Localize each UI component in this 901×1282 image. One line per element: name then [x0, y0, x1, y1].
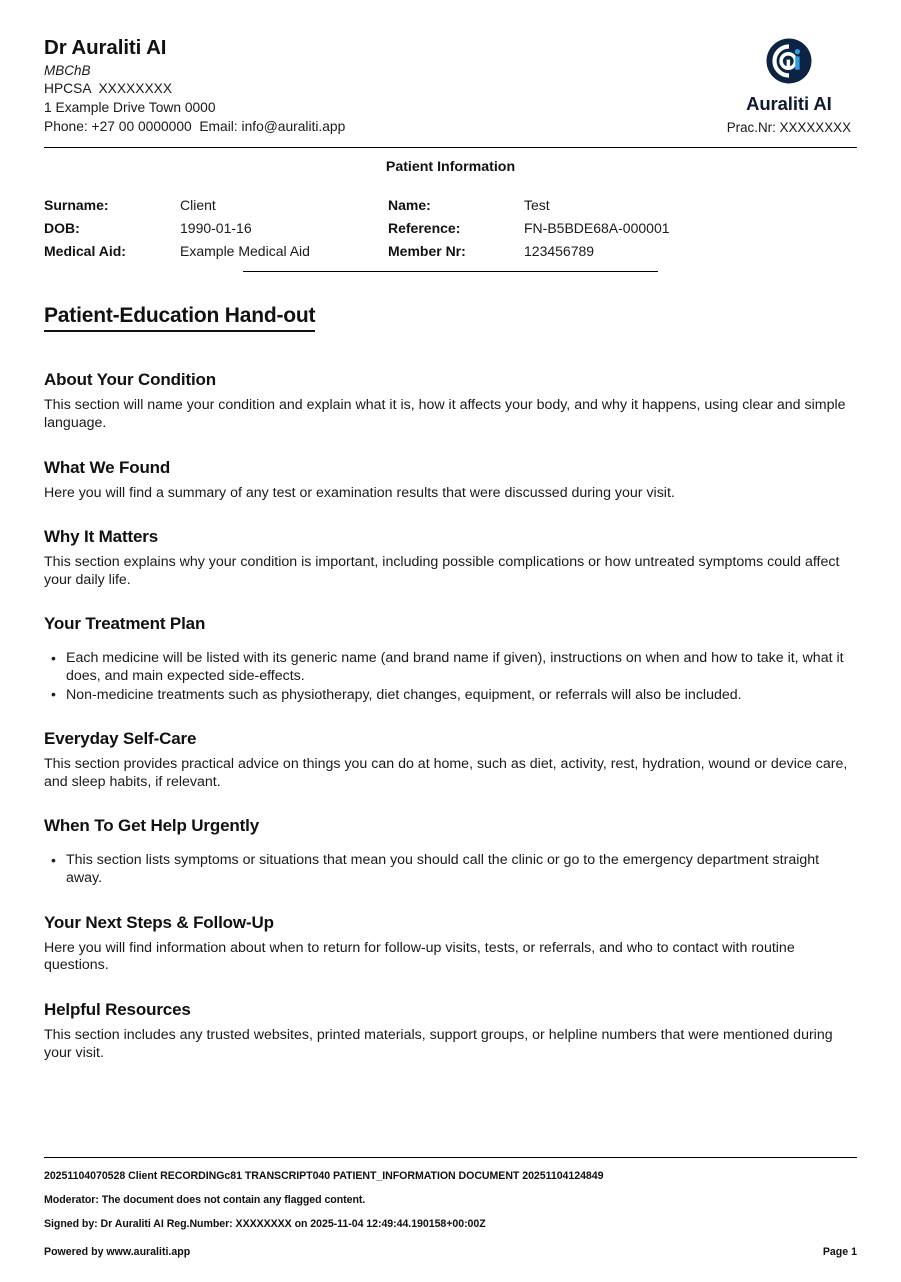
document-section [44, 729, 857, 791]
document-section [44, 614, 857, 704]
section-heading: Your Next Steps & Follow-Up [44, 912, 274, 932]
document-section [44, 913, 857, 975]
patient-field-label-member-nr: Member Nr: [388, 243, 466, 260]
practitioner-qualification: MBChB [44, 62, 91, 78]
section-heading: Your Treatment Plan [44, 614, 206, 634]
section-paragraph: Here you will find a summary of any test or examination results that were discussed during your visit. [44, 484, 675, 501]
footer-reference-line: 20251104070528 Client RECORDINGc81 TRANSCRIPT040 PATIENT_INFORMATION DOCUMENT 20251104124849 [44, 1170, 604, 1182]
patient-information-grid [44, 197, 857, 259]
page-content [44, 0, 857, 1282]
practitioner-contact: Phone: +27 00 0000000 Email: info@auraliti.app [44, 118, 346, 134]
patient-field-value-dob: 1990-01-16 [180, 220, 252, 237]
footer-signed-line: Signed by: Dr Auraliti AI Reg.Number: XXXXXXXX on 2025-11-04 12:49:44.190158+00:00Z [44, 1218, 486, 1230]
practitioner-address: 1 Example Drive Town 0000 [44, 99, 216, 115]
section-paragraph: Here you will find information about when to return for follow-up visits, tests, or referrals, and who to contact with routine questions. [44, 939, 795, 974]
patient-information-divider [243, 271, 658, 272]
footer-divider [44, 1157, 857, 1158]
document-footer [44, 1157, 857, 1258]
section-heading: About Your Condition [44, 370, 216, 390]
section-bullet-item: • Non-medicine treatments such as physiotherapy, diet changes, equipment, or referrals will also be included. [44, 687, 857, 705]
brand-block [727, 38, 857, 135]
section-heading: When To Get Help Urgently [44, 816, 260, 836]
section-heading: Why It Matters [44, 527, 159, 547]
document-sections [44, 370, 857, 1062]
document-section [44, 1000, 857, 1062]
patient-field-label-reference: Reference: [388, 220, 461, 237]
practitioner-name: Dr Auraliti AI [44, 36, 167, 59]
section-paragraph: This section provides practical advice on things you can do at home, such as diet, activity, rest, hydration, wound or device care, and sleep habits, if relevant. [44, 756, 848, 790]
brand-name: Auraliti AI [746, 93, 832, 114]
document-section [44, 816, 857, 887]
section-heading: What We Found [44, 457, 171, 477]
footer-moderator-line: Moderator: The document does not contain any flagged content. [44, 1194, 366, 1206]
section-paragraph: This section includes any trusted websites, printed materials, support groups, or helpline numbers that were mentioned during your visit. [44, 1026, 833, 1061]
document-section [44, 370, 857, 432]
brand-logo-wrap [727, 38, 851, 84]
patient-field-value-name: Test [524, 197, 550, 214]
section-heading: Everyday Self-Care [44, 729, 197, 749]
document-title: Patient-Education Hand-out [44, 304, 315, 332]
patient-field-value-reference: FN-B5BDE68A-000001 [524, 220, 670, 237]
patient-field-label-dob: DOB: [44, 220, 80, 237]
section-bullet-item: • This section lists symptoms or situations that mean you should call the clinic or go to the emergency department straight away. [44, 852, 857, 887]
patient-information-title: Patient Information [385, 159, 516, 176]
patient-field-value-medical-aid: Example Medical Aid [180, 243, 310, 260]
patient-field-label-name: Name: [388, 197, 431, 214]
footer-powered-by: Powered by www.auraliti.app [44, 1246, 191, 1258]
practitioner-registration: HPCSA XXXXXXXX [44, 81, 173, 96]
auraliti-logo-icon [766, 38, 812, 84]
section-paragraph: This section will name your condition and explain what it is, how it affects your body, and why it happens, using clear and simple language. [44, 397, 846, 431]
document-section [44, 458, 857, 503]
section-bullet-list [44, 852, 857, 887]
document-title-wrap [44, 273, 857, 332]
brand-practice-number: Prac.Nr: XXXXXXXX [726, 120, 851, 135]
patient-information-block [44, 148, 857, 273]
patient-field-label-medical-aid: Medical Aid: [44, 243, 126, 260]
document-section [44, 527, 857, 589]
document-header [44, 0, 857, 138]
section-heading: Helpful Resources [44, 999, 191, 1019]
patient-field-value-surname: Client [180, 197, 216, 214]
section-bullet-item: • Each medicine will be listed with its generic name (and brand name if given), instructions on when and how to take it, what it does, and main expected side-effects. [44, 650, 857, 685]
practitioner-details [44, 38, 345, 138]
section-paragraph: This section explains why your condition is important, including possible complications or how untreated symptoms could affect your daily life. [44, 554, 840, 588]
section-bullet-list [44, 650, 857, 704]
footer-bottom-row [44, 1246, 857, 1258]
footer-page-number: Page 1 [822, 1246, 857, 1258]
patient-field-label-surname: Surname: [44, 197, 109, 214]
patient-field-value-member-nr: 123456789 [524, 243, 595, 260]
